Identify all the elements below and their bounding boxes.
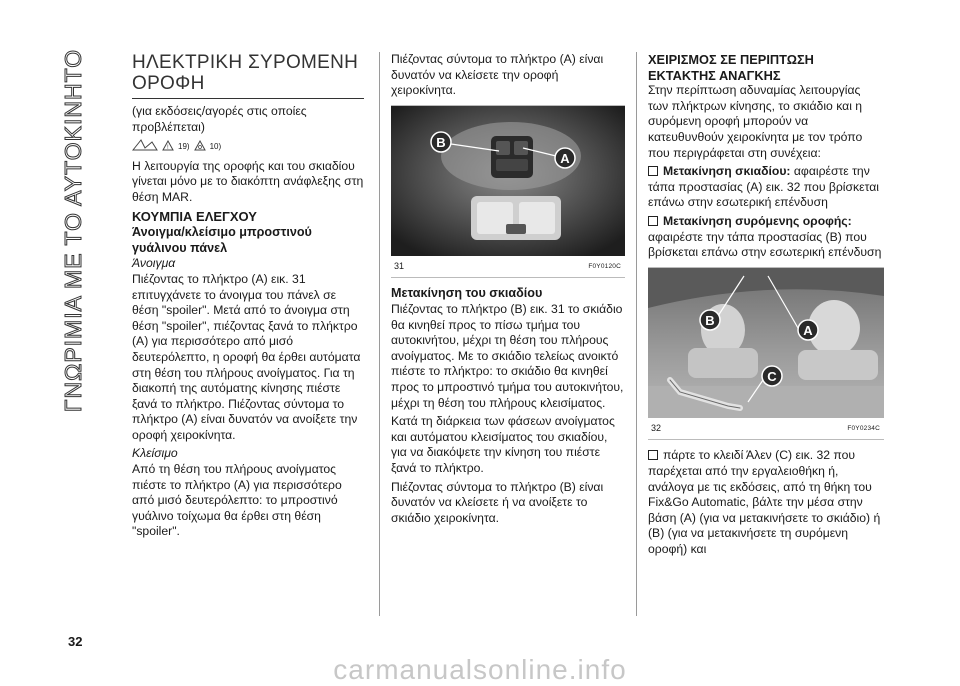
figure-31 <box>391 105 625 279</box>
warning-references <box>132 138 364 156</box>
bullet-shade: Μετακίνηση σκιαδίου: αφαιρέστε την τάπα προστασίας (A) εικ. 32 που βρίσκεται επάνω στην εσωτερική επένδυση <box>648 164 879 210</box>
column-divider <box>636 52 637 616</box>
section-side-tab <box>54 40 94 420</box>
bullet-box-icon <box>648 166 658 176</box>
page-number: 32 <box>68 634 83 649</box>
intro-text: (για εκδόσεις/αγορές στις οποίες προβλέπεται) <box>132 104 307 134</box>
callout-c: C <box>767 368 777 384</box>
column-3 <box>648 52 884 560</box>
open-text: Πιέζοντας το πλήκτρο (A) εικ. 31 επιτυγχάνετε το άνοιγμα του πάνελ σε θέση "spoiler". Μετά από το άνοιγμα στη θέση "spoiler", πιέζοντας ξανά το πλήκτρο (A) για περισσότερο από μισό δευτερόλεπτο, η οροφή θα έρθει αυτόματα στη θέση του πλήρους ανοίγματος. Για τη διακοπή της αυτόματης κίνησης πιέστε ξανά το πλήκτρο. Πιέζοντας σύντομα το πλήκτρο (A) είναι δυνατόν να ανοίξετε την οροφή χειροκίνητα. <box>132 271 361 442</box>
figure-32 <box>648 267 884 441</box>
figure-number: 32 <box>651 422 662 433</box>
ignition-note: Η λειτουργία της οροφής και του σκιαδίου γίνεται μόνο με το διακόπτη ανάφλεξης στη θέση MAR. <box>132 158 364 204</box>
controls-heading: ΚΟΥΜΠΙΑ ΕΛΕΓΧΟΥ <box>132 208 257 224</box>
shade-manual-text: Πιέζοντας σύντομα το πλήκτρο (B) είναι δυνατόν να κλείσετε ή να ανοίξετε το σκιάδιο χειροκίνητα. <box>391 479 604 525</box>
close-subheading: Κλείσιμο <box>132 446 178 461</box>
open-subheading: Άνοιγμα <box>132 256 176 271</box>
roof-controls-photo <box>391 106 625 256</box>
allen-key-photo <box>648 268 884 418</box>
warning-ref-1: 19) <box>178 142 190 152</box>
manual-close-text: Πιέζοντας σύντομα το πλήκτρο (A) είναι δυνατόν να κλείσετε την οροφή χειροκίνητα. <box>391 52 604 98</box>
emergency-heading: ΧΕΙΡΙΣΜΟΣ ΣΕ ΠΕΡΙΠΤΩΣΗ ΕΚΤΑΚΤΗΣ ΑΝΑΓΚΗΣ <box>648 52 814 83</box>
figure-number: 31 <box>394 260 405 271</box>
svg-text:!: ! <box>167 145 169 152</box>
shade-heading: Μετακίνηση του σκιαδίου <box>391 286 543 301</box>
emergency-intro: Στην περίπτωση αδυναμίας λειτουργίας των πλήκτρων κίνησης, το σκιάδιο και η συρόμενη οροφή μπορούν να κατευθυνθούν χειροκίνητα με τον τρόπο που περιγράφεται στη συνέχεια: <box>648 83 863 160</box>
bullet-roof: Μετακίνηση συρόμενης οροφής: αφαιρέστε την τάπα προστασίας (B) που βρίσκεται επάνω στην εσωτερική επένδυση <box>648 213 882 260</box>
callout-b: B <box>436 134 446 150</box>
column-divider <box>379 52 380 616</box>
bullet-box-icon <box>648 450 658 460</box>
title-rule <box>132 98 364 99</box>
figure-caption <box>391 256 625 278</box>
bullet-box-icon <box>648 216 658 226</box>
figure-caption <box>648 418 884 440</box>
front-panel-heading: Άνοιγμα/κλείσιμο μπροστινού γυάλινου πάνελ <box>132 225 312 255</box>
watermark: carmanualsonline.info <box>333 654 627 685</box>
callout-a: A <box>803 322 813 338</box>
section-side-tab-text: ΓΝΩΡΙΜΙΑ ΜΕ ΤΟ ΑΥΤΟΚΙΝΗΤΟ <box>60 48 87 412</box>
shade-text: Πιέζοντας το πλήκτρο (B) εικ. 31 το σκιάδιο θα κινηθεί προς το πίσω τμήμα του αυτοκινήτου, μέχρι τη θέση του πλήρους ανοίγματος. Με το σκιάδιο τελείως ανοικτό πιέστε το πλήκτρο: το σκιάδιο θα κινηθεί προς το μπροστινό τμήμα του αυτοκινήτου, μέχρι τη θέση του πλήρους κλεισίματος. <box>391 301 624 410</box>
figure-code: F0Y0120C <box>588 262 621 270</box>
stop-text: Κατά τη διάρκεια των φάσεων ανοίγματος και αυτόματου κλεισίματος του σκιαδίου, για να διακόψετε την κίνηση του πιέστε ξανά το πλήκτρο. <box>391 414 615 475</box>
column-2 <box>391 52 625 529</box>
warning-triangle-icon <box>162 139 174 155</box>
column-1 <box>132 52 364 543</box>
bullet-allen-key: πάρτε το κλειδί Άλεν (C) εικ. 32 που παρέχεται από την εργαλειοθήκη ή, ανάλογα με τις εκδόσεις, από τη θήκη του Fix&Go Automatic, βάλτε την μέσα στην βάση (A) (για να μετακινήσετε το σκιάδιο) ή (B) (για να μετακινήσετε τη συρόμενη οροφή) και <box>648 448 881 556</box>
manual-book-icon <box>132 138 158 156</box>
callout-b: B <box>705 312 715 328</box>
close-text: Από τη θέση του πλήρους ανοίγματος πιέστε το πλήκτρο (A) για περισσότερο από μισό δευτερόλεπτο: το μπροστινό γυάλινο τοίχωμα θα έρθει στη θέση "spoiler". <box>132 462 342 539</box>
warning-ref-2: 10) <box>209 142 222 152</box>
section-title: ΗΛΕΚΤΡΙΚΗ ΣΥΡΟΜΕΝΗ ΟΡΟΦΗ <box>132 52 359 94</box>
figure-code: F0Y0234C <box>847 424 880 432</box>
caution-icon <box>194 139 206 155</box>
callout-a: A <box>560 150 570 166</box>
